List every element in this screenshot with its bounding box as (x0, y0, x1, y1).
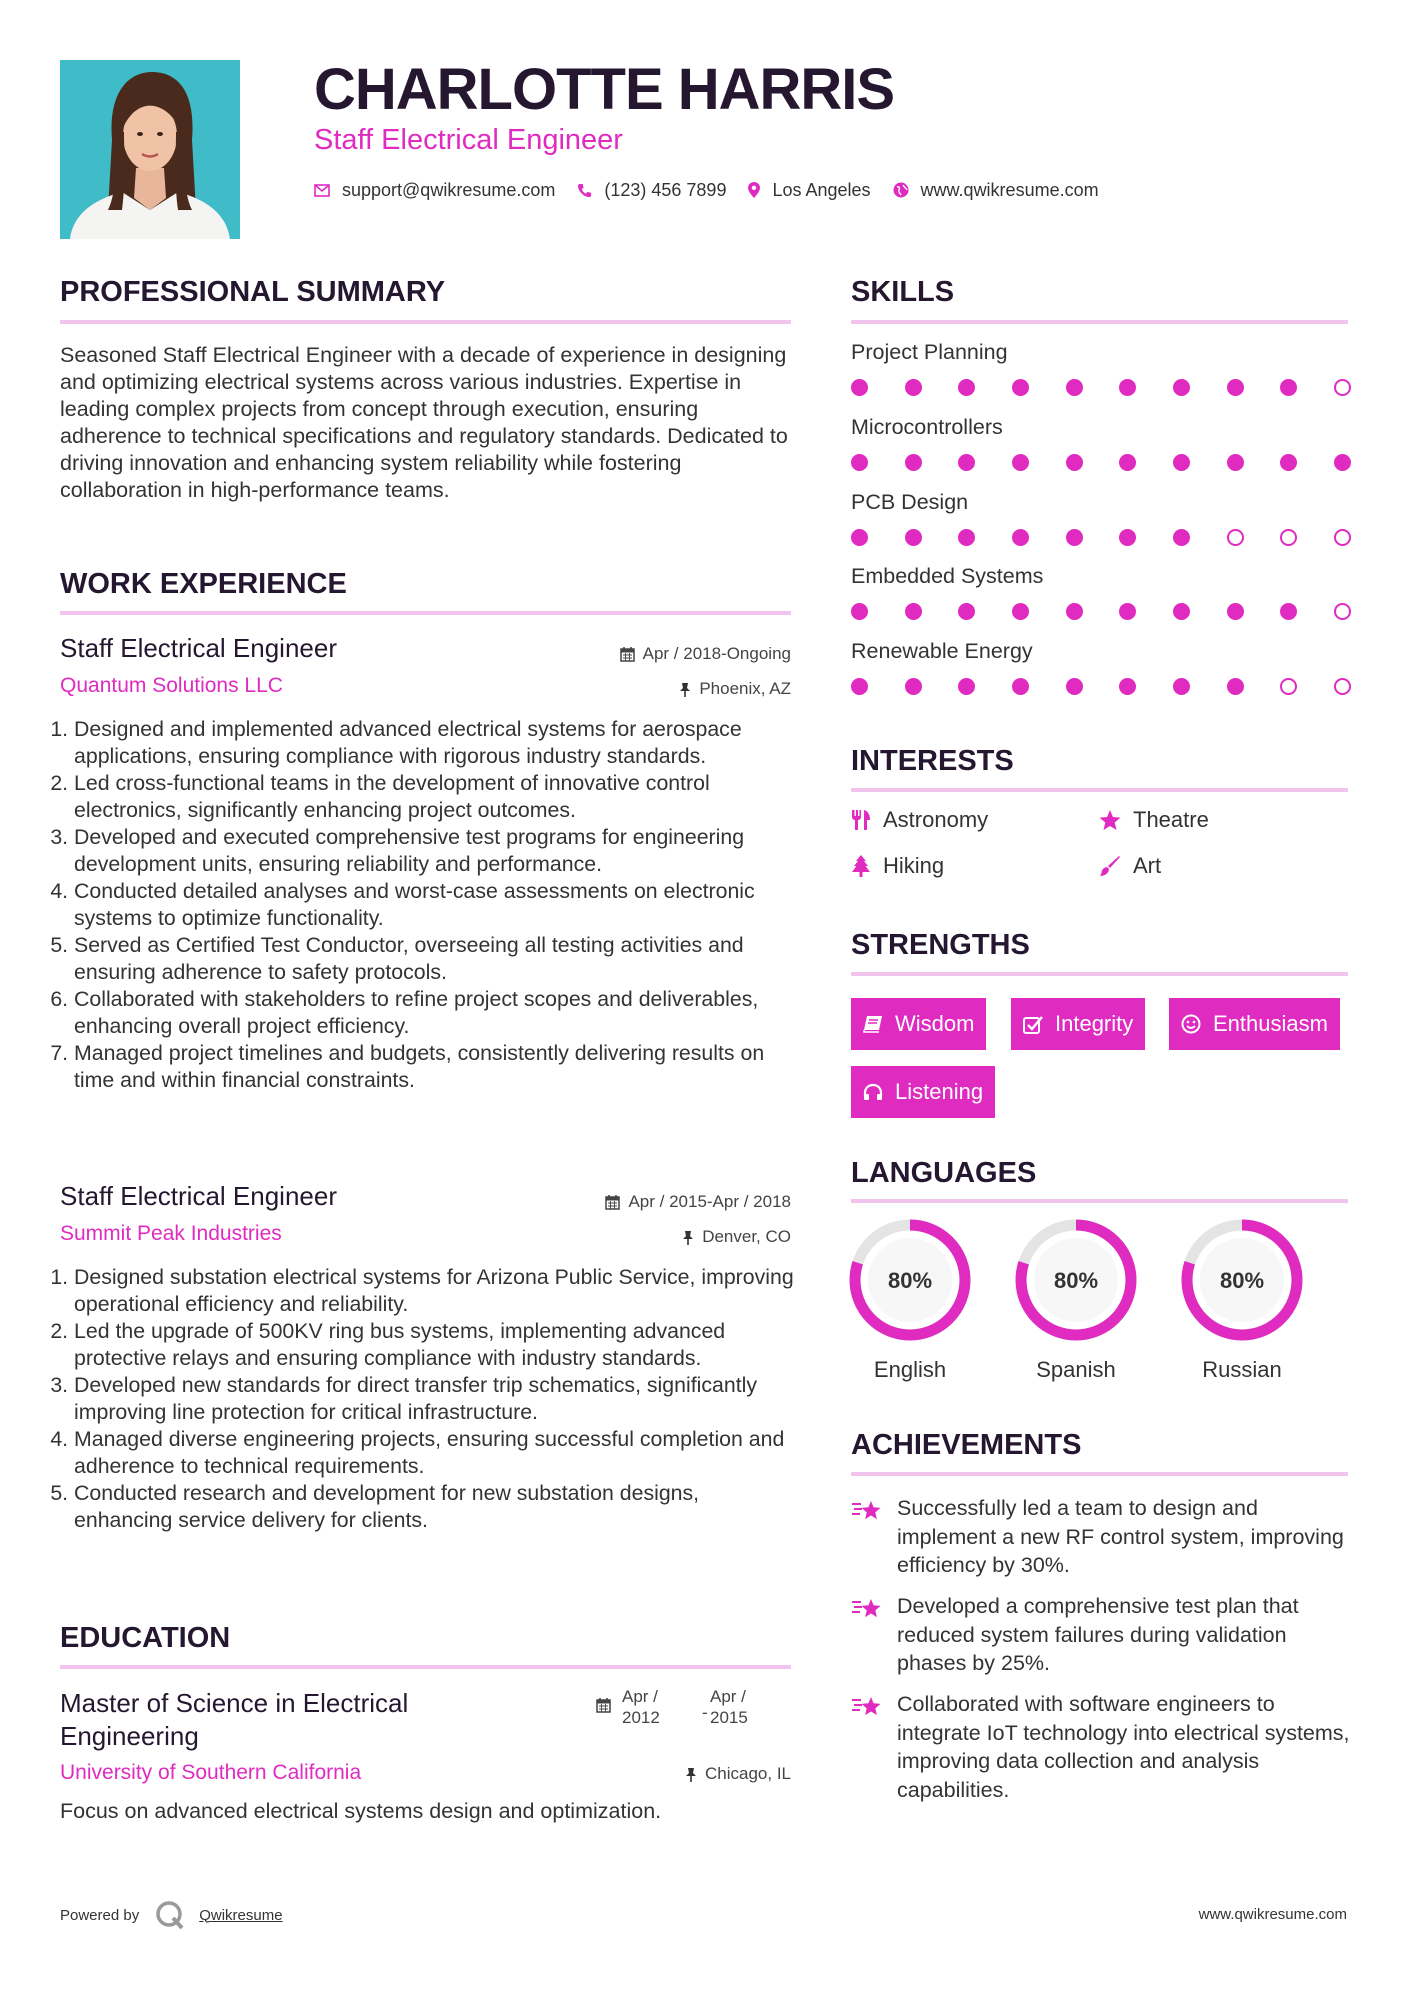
contact-email[interactable] (314, 180, 555, 201)
skill-dot-filled (1280, 379, 1297, 396)
education-dates-icon (596, 1697, 611, 1718)
skill-dot-filled (851, 454, 868, 471)
end-year: 2015 (710, 1708, 748, 1727)
duty-item: 1. Designed and implemented advanced electrical systems for aerospace applications, ensuring compliance with rigorous industry standards. (74, 716, 796, 770)
interest-item (851, 853, 944, 879)
skill-dot-filled (1066, 603, 1083, 620)
skill-dot-filled (1119, 603, 1136, 620)
skill-dot-filled (958, 678, 975, 695)
skill-dot-filled (905, 454, 922, 471)
skill-dot-filled (1119, 379, 1136, 396)
strength-tag (851, 998, 986, 1050)
education-location (685, 1764, 791, 1784)
job-title: Staff Electrical Engineer (60, 1181, 337, 1211)
phone-text: (123) 456 7899 (604, 179, 727, 200)
education-start-date (622, 1686, 660, 1728)
skill-dot-filled (851, 379, 868, 396)
strength-tag (1169, 998, 1340, 1050)
languages-list (848, 1218, 1304, 1383)
duty-item: 5. Served as Certified Test Conductor, overseeing all testing activities and ensuring adherence to safety protocols. (74, 932, 796, 986)
strength-label: Integrity (1055, 1011, 1134, 1036)
skill-name: Microcontrollers (851, 415, 1003, 439)
interests-divider (851, 788, 1348, 792)
job-location (682, 1227, 791, 1247)
skill-dot-filled (905, 678, 922, 695)
smile-icon (1181, 1014, 1201, 1034)
education-divider (60, 1665, 791, 1669)
skill-dot-filled (1280, 454, 1297, 471)
footer-url[interactable]: www.qwikresume.com (1198, 1906, 1347, 1923)
job-location-text: Phoenix, AZ (699, 679, 791, 698)
pushpin-icon (682, 1230, 694, 1245)
phone-icon (577, 183, 592, 198)
interest-item (1099, 807, 1209, 833)
skill-dot-empty (1280, 678, 1297, 695)
email-text: support@qwikresume.com (342, 179, 556, 200)
interest-item (1099, 853, 1161, 879)
date-separator: - (702, 1703, 708, 1722)
skill-dot-filled (1280, 603, 1297, 620)
skill-dot-filled (1119, 454, 1136, 471)
strength-label: Wisdom (895, 1011, 975, 1036)
experience-title: WORK EXPERIENCE (60, 568, 347, 600)
job-title: Staff Electrical Engineer (60, 633, 337, 663)
tree-icon (851, 855, 871, 877)
candidate-name: CHARLOTTE HARRIS (314, 57, 895, 122)
powered-by (60, 1900, 283, 1930)
duty-item: 3. Developed new standards for direct transfer trip schematics, significantly improving line protection for critical infrastructure. (74, 1372, 796, 1426)
candidate-role: Staff Electrical Engineer (314, 124, 623, 156)
languages-title: LANGUAGES (851, 1157, 1037, 1189)
skill-dot-filled (958, 529, 975, 546)
skill-dots (851, 454, 1351, 471)
skill-dot-empty (1334, 678, 1351, 695)
language-item (1014, 1218, 1138, 1383)
languages-divider (851, 1199, 1348, 1203)
duty-item: 2. Led cross-functional teams in the development of innovative control electronics, significantly enhancing project outcomes. (74, 770, 796, 824)
star-icon (1099, 810, 1121, 831)
experience-divider (60, 611, 791, 615)
language-item (848, 1218, 972, 1383)
skill-dot-filled (1012, 379, 1029, 396)
skill-row (851, 564, 1351, 639)
job-location (679, 679, 791, 699)
language-percent: 80% (1053, 1268, 1099, 1293)
skill-dot-filled (905, 603, 922, 620)
contact-bar (314, 177, 1121, 203)
skill-dot-filled (1066, 529, 1083, 546)
start-year: 2012 (622, 1708, 660, 1727)
job-duties (56, 1264, 796, 1534)
headphones-icon (863, 1083, 883, 1101)
skill-dot-filled (1066, 678, 1083, 695)
duty-item: 4. Managed diverse engineering projects, ensuring successful completion and adherence to technical requirements. (74, 1426, 796, 1480)
calendar-icon (620, 646, 635, 662)
achievement-text: Successfully led a team to design and implement a new RF control system, improving efficiency by 30%. (897, 1496, 1344, 1577)
job-dates-text: Apr / 2018-Ongoing (642, 644, 791, 663)
skill-dot-filled (1334, 454, 1351, 471)
end-month: Apr / (710, 1687, 746, 1706)
skill-dot-empty (1280, 529, 1297, 546)
skill-name: Project Planning (851, 340, 1008, 364)
contact-location (748, 180, 870, 201)
job-company: Summit Peak Industries (60, 1222, 282, 1245)
skills-list (851, 340, 1351, 714)
skills-title: SKILLS (851, 276, 955, 308)
location-text: Los Angeles (772, 179, 871, 200)
duty-item: 5. Conducted research and development for new substation designs, enhancing service delivery for clients. (74, 1480, 796, 1534)
skill-dot-filled (1066, 454, 1083, 471)
skill-row (851, 340, 1351, 415)
skill-dot-empty (1334, 529, 1351, 546)
summary-divider (60, 320, 791, 324)
skill-dot-filled (1173, 678, 1190, 695)
achievement-text: Collaborated with software engineers to integrate IoT technology into electrical systems, improving data collection and analysis capabilities. (897, 1692, 1350, 1802)
strength-tag (1011, 998, 1145, 1050)
skill-dot-filled (1012, 529, 1029, 546)
skill-dot-filled (1173, 454, 1190, 471)
duty-item: 1. Designed substation electrical systems for Arizona Public Service, improving operational efficiency and reliability. (74, 1264, 796, 1318)
skill-row (851, 415, 1351, 490)
skill-dots (851, 379, 1351, 396)
achievement-item (851, 1690, 1355, 1804)
job-company: Quantum Solutions LLC (60, 674, 283, 697)
skill-name: PCB Design (851, 490, 969, 514)
summary-title: PROFESSIONAL SUMMARY (60, 276, 446, 308)
skill-dot-filled (851, 603, 868, 620)
skill-dot-filled (1227, 379, 1244, 396)
language-ring (848, 1218, 972, 1342)
education-end-date (702, 1686, 748, 1728)
skill-dot-filled (1119, 529, 1136, 546)
skill-name: Renewable Energy (851, 639, 1033, 663)
skill-dots (851, 603, 1351, 620)
interest-label: Theatre (1133, 807, 1209, 832)
job-dates-text: Apr / 2015-Apr / 2018 (628, 1192, 791, 1211)
skill-dot-filled (1227, 678, 1244, 695)
skill-dot-filled (1119, 678, 1136, 695)
skill-dot-filled (958, 454, 975, 471)
skill-dot-filled (1227, 603, 1244, 620)
shooting-star-icon (851, 1498, 883, 1524)
interest-label: Art (1133, 853, 1162, 878)
strengths-title: STRENGTHS (851, 929, 1030, 961)
skill-dot-empty (1227, 529, 1244, 546)
duty-item: 2. Led the upgrade of 500KV ring bus systems, implementing advanced protective relays and ensuring compliance with industry standards. (74, 1318, 796, 1372)
summary-text: Seasoned Staff Electrical Engineer with a decade of experience in designing and optimizing electrical systems across various industries. Expertise in leading complex projects from concept through execution, ensuring adherence to technical specifications and regulatory standards. Dedicated to driving innovation and enhancing system reliability while fostering collaboration in high-performance teams. (60, 343, 788, 502)
duty-item: 6. Collaborated with stakeholders to refine project scopes and deliverables, enhancing overall project efficiency. (74, 986, 796, 1040)
skill-dot-empty (1334, 603, 1351, 620)
skill-dot-filled (1173, 379, 1190, 396)
skill-row (851, 639, 1351, 714)
skill-dot-filled (958, 603, 975, 620)
skill-dot-empty (1334, 379, 1351, 396)
job-dates (620, 644, 791, 664)
envelope-icon (314, 184, 330, 197)
language-ring (1180, 1218, 1304, 1342)
duty-item: 7. Managed project timelines and budgets, consistently delivering results on time and within financial constraints. (74, 1040, 796, 1094)
skill-dot-filled (905, 379, 922, 396)
education-title: EDUCATION (60, 1622, 231, 1654)
contact-website[interactable] (893, 180, 1099, 201)
utensils-icon (851, 809, 871, 831)
book-icon (863, 1015, 883, 1033)
achievements-title: ACHIEVEMENTS (851, 1429, 1082, 1461)
skill-dot-filled (1012, 454, 1029, 471)
skill-dot-filled (1227, 454, 1244, 471)
calendar-icon (596, 1697, 611, 1713)
interest-label: Astronomy (883, 807, 989, 832)
map-pin-icon (748, 182, 760, 198)
strengths-divider (851, 972, 1348, 976)
profile-photo (60, 60, 240, 239)
achievement-item (851, 1592, 1355, 1678)
skill-dot-filled (851, 678, 868, 695)
qwikresume-logo-icon (155, 1900, 185, 1930)
language-name: Russian (1202, 1357, 1282, 1382)
qwikresume-link[interactable]: Qwikresume (199, 1906, 283, 1924)
skill-dot-filled (1173, 603, 1190, 620)
start-month: Apr / (622, 1687, 658, 1706)
powered-by-label: Powered by (60, 1906, 140, 1924)
calendar-icon (605, 1194, 620, 1210)
skill-dot-filled (905, 529, 922, 546)
education-note: Focus on advanced electrical systems design and optimization. (60, 1799, 662, 1823)
skill-name: Embedded Systems (851, 564, 1044, 588)
skill-dot-filled (851, 529, 868, 546)
duty-item: 4. Conducted detailed analyses and worst-case assessments on electronic systems to optimize functionality. (74, 878, 796, 932)
skill-dots (851, 678, 1351, 695)
pushpin-icon (685, 1767, 697, 1782)
education-location-text: Chicago, IL (705, 1764, 791, 1783)
achievements-divider (851, 1472, 1348, 1476)
job-duties (56, 716, 796, 1094)
check-square-icon (1023, 1015, 1043, 1034)
brush-icon (1099, 855, 1121, 877)
degree-line1: Master of Science in Electrical (60, 1688, 409, 1718)
school-name: University of Southern California (60, 1761, 362, 1784)
skill-dots (851, 529, 1351, 546)
skill-dot-filled (1066, 379, 1083, 396)
language-name: Spanish (1036, 1357, 1116, 1382)
shooting-star-icon (851, 1694, 883, 1720)
strength-label: Listening (895, 1079, 984, 1104)
strength-tag (851, 1066, 995, 1118)
job-location-text: Denver, CO (702, 1227, 791, 1246)
achievement-item (851, 1494, 1355, 1580)
pushpin-icon (679, 682, 691, 697)
skill-dot-filled (1012, 603, 1029, 620)
language-percent: 80% (887, 1268, 933, 1293)
interest-item (851, 807, 988, 833)
achievement-text: Developed a comprehensive test plan that reduced system failures during validation phases by 25%. (897, 1594, 1299, 1675)
job-dates (605, 1192, 791, 1212)
degree-line2: Engineering (60, 1721, 199, 1751)
language-name: English (873, 1357, 947, 1382)
interests-title: INTERESTS (851, 745, 1014, 777)
skill-row (851, 490, 1351, 564)
skill-dot-filled (1173, 529, 1190, 546)
language-ring (1014, 1218, 1138, 1342)
skill-dot-filled (1012, 678, 1029, 695)
interest-label: Hiking (883, 853, 945, 878)
globe-icon (893, 182, 909, 198)
shooting-star-icon (851, 1596, 883, 1622)
contact-phone[interactable] (577, 180, 726, 201)
duty-item: 3. Developed and executed comprehensive test programs for engineering development units, ensuring reliability and performance. (74, 824, 796, 878)
language-percent: 80% (1219, 1268, 1265, 1293)
language-item (1180, 1218, 1304, 1383)
skills-divider (851, 320, 1348, 324)
website-text: www.qwikresume.com (920, 179, 1099, 200)
skill-dot-filled (958, 379, 975, 396)
strength-label: Enthusiasm (1213, 1011, 1328, 1036)
